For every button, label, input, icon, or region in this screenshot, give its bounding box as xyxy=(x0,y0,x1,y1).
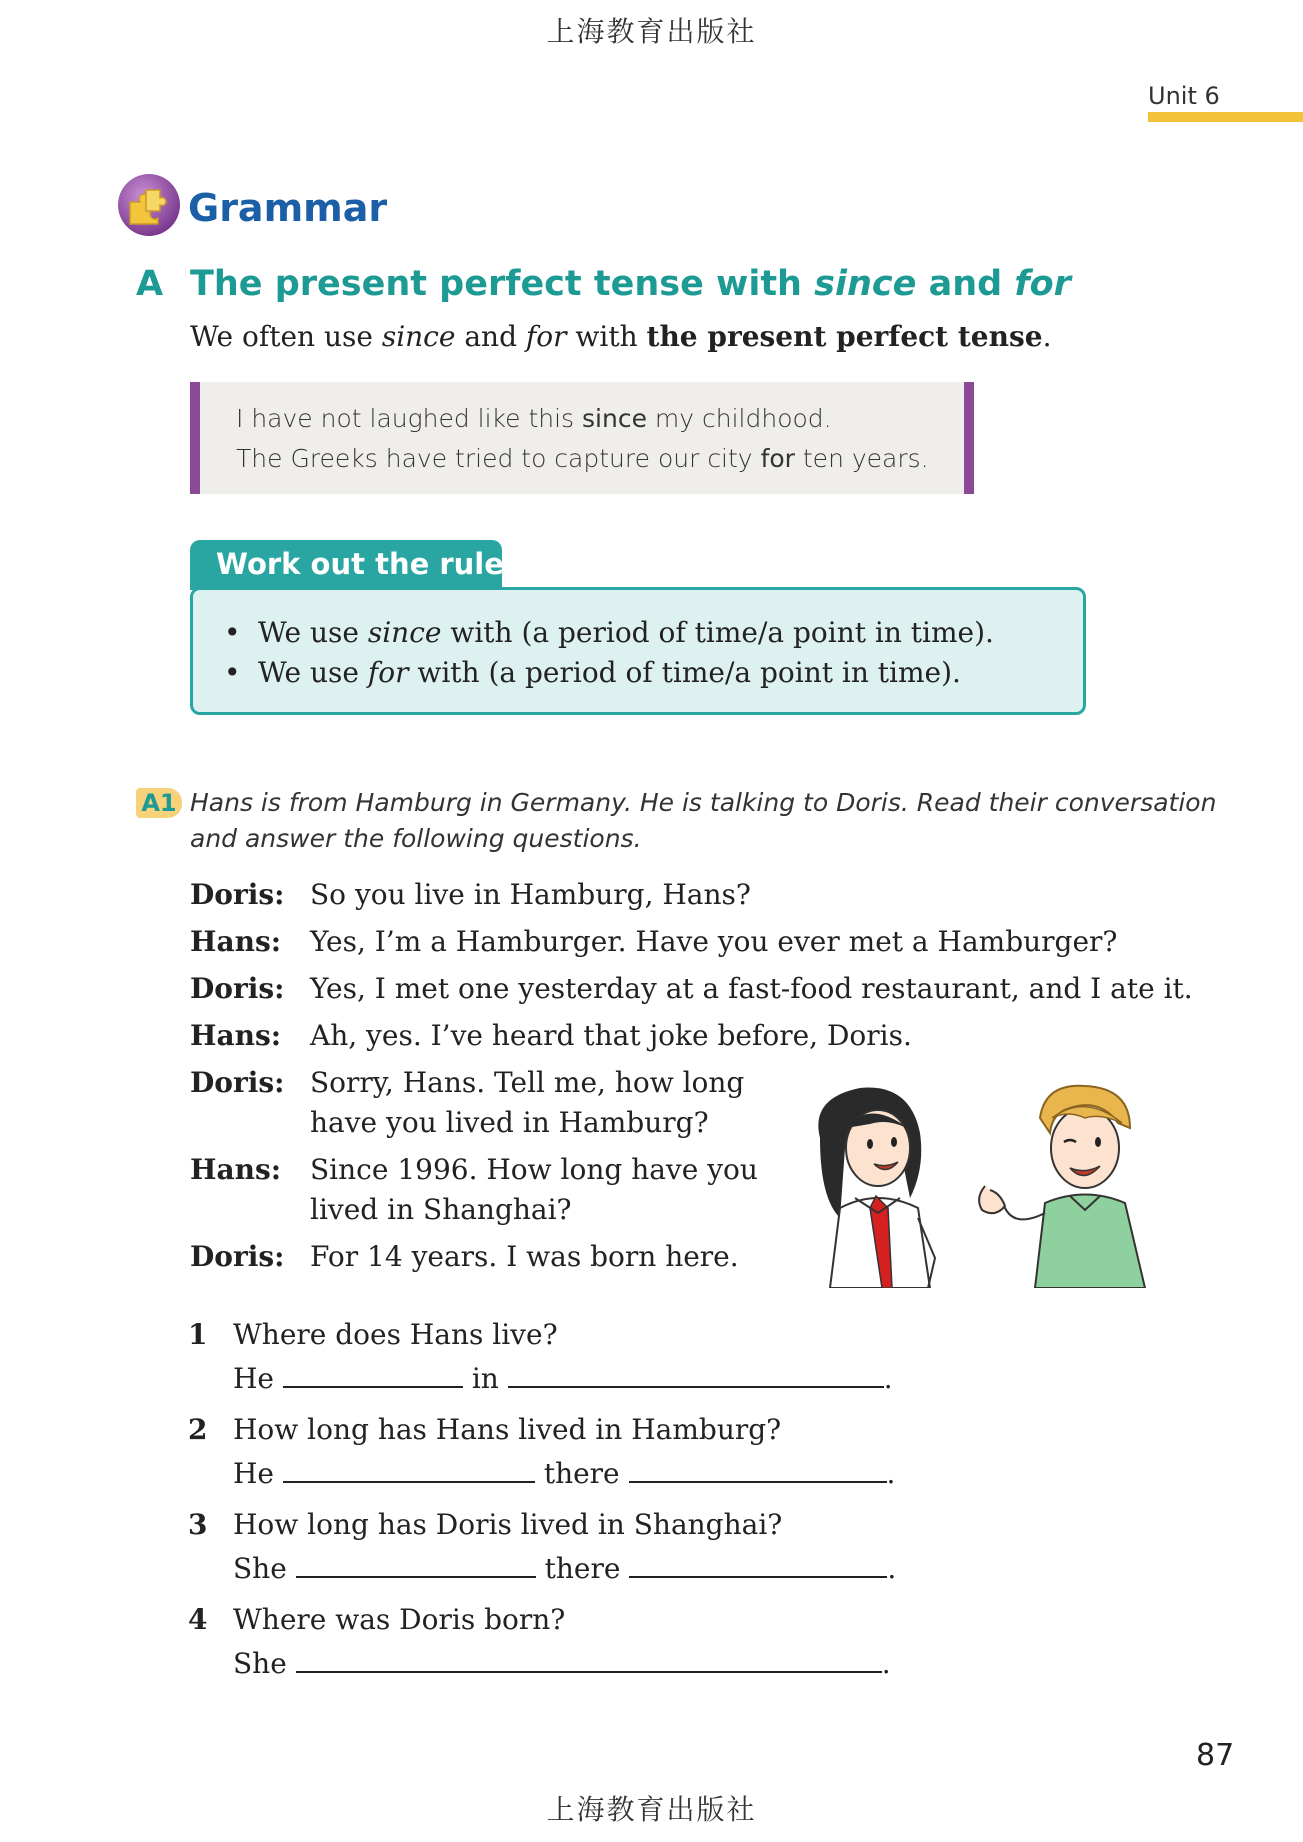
question-number: 3 xyxy=(188,1508,208,1541)
dialogue-line: Since 1996. How long have you xyxy=(310,1153,758,1186)
dialogue-line: Ah, yes. I’ve heard that joke before, Doris. xyxy=(310,1019,912,1052)
dialogue-line: lived in Shanghai? xyxy=(310,1193,572,1226)
dialogue-speaker: Doris: xyxy=(190,878,285,911)
rule-tab-title: Work out the rule xyxy=(216,547,504,581)
dialogue-speaker: Doris: xyxy=(190,1066,285,1099)
example-sentence: The Greeks have tried to capture our city for ten years. xyxy=(236,444,929,473)
answer-blank[interactable] xyxy=(629,1453,887,1483)
rule-line: We use for with (a period of time/a point in time). xyxy=(258,656,961,689)
page-number: 87 xyxy=(1196,1738,1235,1773)
dialogue-speaker: Doris: xyxy=(190,972,285,1005)
girl-figure xyxy=(818,1088,935,1288)
section-letter: A xyxy=(136,264,164,304)
answer-blank[interactable] xyxy=(296,1643,882,1673)
dialogue-speaker: Hans: xyxy=(190,925,282,958)
answer-line: He in . xyxy=(233,1358,893,1395)
dialogue-line: So you live in Hamburg, Hans? xyxy=(310,878,751,911)
boy-figure xyxy=(979,1086,1145,1288)
section-a-intro: We often use since and for with the present perfect tense. xyxy=(190,320,1052,353)
answer-line: She . xyxy=(233,1643,891,1680)
rule-line: We use since with (a period of time/a point in time). xyxy=(258,616,994,649)
dialogue-speaker: Hans: xyxy=(190,1019,282,1052)
answer-blank[interactable] xyxy=(629,1548,887,1578)
dialogue-line: Yes, I’m a Hamburger. Have you ever met a Hamburger? xyxy=(310,925,1118,958)
question-number: 4 xyxy=(188,1603,208,1636)
rule-box xyxy=(190,587,1086,715)
exercise-badge: A1 xyxy=(136,788,182,818)
example-box xyxy=(190,382,974,494)
section-a-title: The present perfect tense with since and for xyxy=(190,264,1071,304)
question-number: 1 xyxy=(188,1318,208,1351)
answer-blank[interactable] xyxy=(283,1358,463,1388)
section-heading-grammar: Grammar xyxy=(188,186,388,230)
exercise-instruction: and answer the following questions. xyxy=(190,824,642,853)
example-sentence: I have not laughed like this since my childhood. xyxy=(236,404,832,433)
answer-blank[interactable] xyxy=(283,1453,535,1483)
dialogue-line: For 14 years. I was born here. xyxy=(310,1240,739,1273)
answer-line: She there . xyxy=(233,1548,896,1585)
answer-blank[interactable] xyxy=(296,1548,536,1578)
unit-accent-bar xyxy=(1148,112,1303,122)
question-number: 2 xyxy=(188,1413,208,1446)
question-text: Where does Hans live? xyxy=(233,1318,558,1351)
illustration-doris-and-hans xyxy=(800,1078,1160,1288)
dialogue-line: Sorry, Hans. Tell me, how long xyxy=(310,1066,745,1099)
publisher-watermark-top: 上海教育出版社 xyxy=(546,15,757,48)
question-text: How long has Doris lived in Shanghai? xyxy=(233,1508,783,1541)
bullet-icon: • xyxy=(224,616,241,649)
answer-blank[interactable] xyxy=(508,1358,884,1388)
question-text: How long has Hans lived in Hamburg? xyxy=(233,1413,782,1446)
dialogue-line: have you lived in Hamburg? xyxy=(310,1106,709,1139)
puzzle-icon xyxy=(116,172,182,238)
dialogue-line: Yes, I met one yesterday at a fast-food restaurant, and I ate it. xyxy=(310,972,1193,1005)
dialogue-speaker: Doris: xyxy=(190,1240,285,1273)
exercise-instruction: Hans is from Hamburg in Germany. He is talking to Doris. Read their conversation xyxy=(190,788,1217,817)
question-text: Where was Doris born? xyxy=(233,1603,566,1636)
unit-label: Unit 6 xyxy=(1148,82,1220,110)
publisher-watermark-bottom: 上海教育出版社 xyxy=(546,1793,757,1826)
dialogue-speaker: Hans: xyxy=(190,1153,282,1186)
answer-line: He there . xyxy=(233,1453,895,1490)
bullet-icon: • xyxy=(224,656,241,689)
